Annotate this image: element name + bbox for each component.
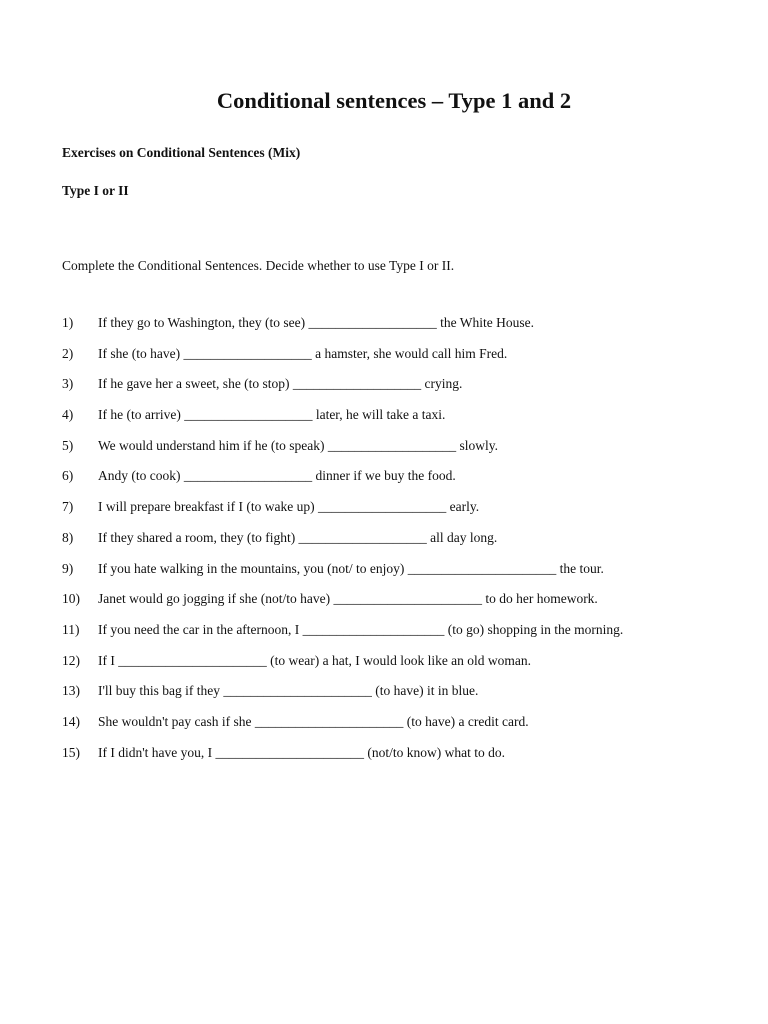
exercise-sentence: If they go to Washington, they (to see) ___________________ the White House. [98,315,534,330]
exercise-item [62,529,623,560]
exercise-sentence: Andy (to cook) ___________________ dinner if we buy the food. [98,468,456,484]
exercise-item [62,437,623,468]
exercise-number: 15) [62,744,80,760]
exercise-number: 13) [62,683,80,699]
exercise-sentence: Janet would go jogging if she (not/to have) ______________________ to do her homework. [98,591,598,607]
exercise-sentence: If he (to arrive) ___________________ later, he will take a taxi. [98,407,446,423]
exercise-sentence: She wouldn't pay cash if she ______________________ (to have) a credit card. [98,713,529,729]
exercise-item [62,406,623,437]
exercise-number: 14) [62,713,80,729]
exercise-subheading: Exercises on Conditional Sentences (Mix) [62,145,301,160]
exercise-item [62,682,623,713]
exercise-sentence: I will prepare breakfast if I (to wake up) ___________________ early. [98,499,480,515]
exercise-sentence: If you need the car in the afternoon, I _____________________ (to go) shopping in the morning. [98,621,624,637]
exercise-sentence: If she (to have) ___________________ a hamster, she would call him Fred. [98,345,508,361]
exercise-item [62,652,623,683]
exercise-number: 3) [62,376,74,392]
exercise-number: 8) [62,529,74,545]
exercise-item [62,498,623,529]
exercise-item [62,375,623,406]
type-label: Type I or II [62,183,129,198]
exercise-sentence: If I didn't have you, I ______________________ (not/to know) what to do. [98,744,506,760]
exercise-sentence: If they shared a room, they (to fight) ___________________ all day long. [98,529,498,545]
exercise-item [62,467,623,498]
exercise-item [62,560,623,591]
exercise-item [62,621,623,652]
exercise-item [62,713,623,744]
exercise-number: 10) [62,591,80,607]
exercise-sentence: I'll buy this bag if they ______________________ (to have) it in blue. [98,683,479,699]
exercise-number: 12) [62,652,80,668]
exercise-item [62,345,623,376]
exercise-sentence: We would understand him if he (to speak) ___________________ slowly. [98,437,498,453]
instruction-text: Complete the Conditional Sentences. Decide whether to use Type I or II. [62,258,455,273]
exercise-number: 6) [62,468,74,484]
exercise-sentence: If he gave her a sweet, she (to stop) ___________________ crying. [98,376,463,392]
page-title: Conditional sentences – Type 1 and 2 [216,88,572,113]
exercise-item [62,314,623,345]
exercise-number: 1) [62,315,74,330]
exercise-sentence: If you hate walking in the mountains, you (not/ to enjoy) ______________________ the tour. [98,560,604,576]
exercise-item [62,744,623,775]
exercise-number: 11) [62,621,80,637]
exercise-sentence: If I ______________________ (to wear) a hat, I would look like an old woman. [98,652,532,668]
exercise-number: 9) [62,560,74,576]
exercise-item [62,590,623,621]
exercise-number: 5) [62,437,74,453]
exercise-number: 7) [62,499,74,515]
exercise-number: 2) [62,345,74,361]
exercise-number: 4) [62,407,74,423]
exercise-list [62,314,623,774]
